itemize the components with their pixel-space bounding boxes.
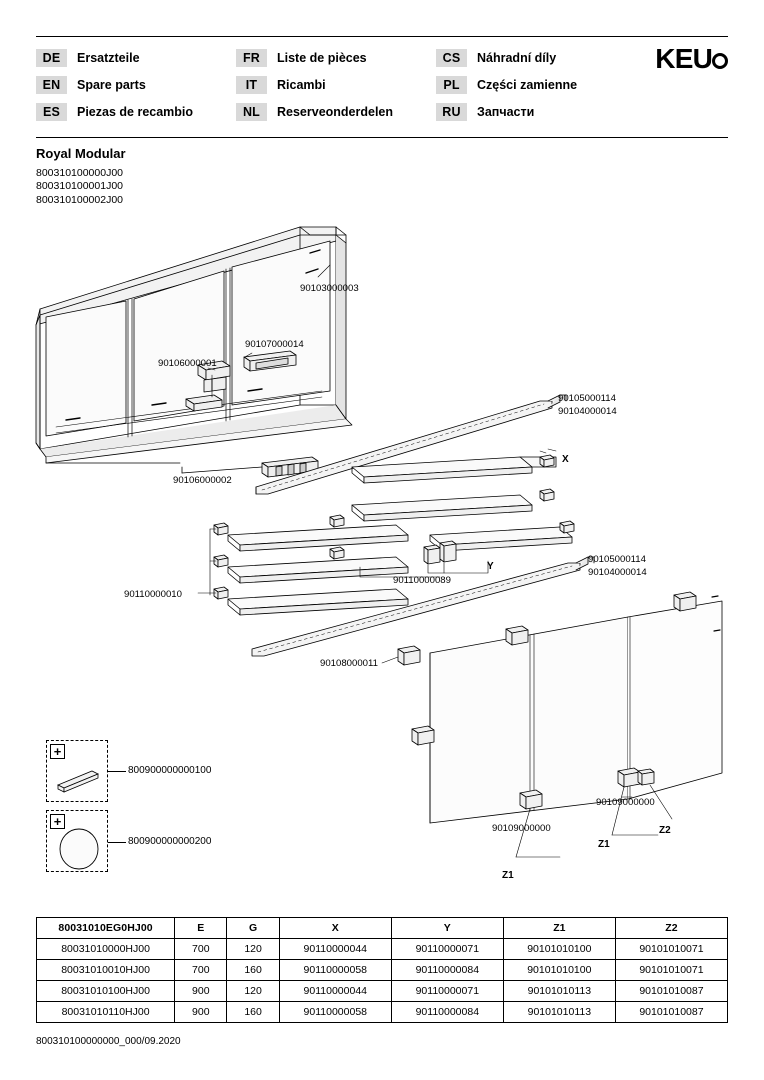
product-code: 800310100002J00 <box>36 193 124 206</box>
language-label: Náhradní díly <box>477 50 557 65</box>
cell-g: 120 <box>227 981 279 1002</box>
language-code: ES <box>36 103 67 121</box>
language-label: Spare parts <box>77 77 146 92</box>
callout-90104000014-bottom: 90104000014 <box>588 567 647 578</box>
language-entry-de <box>36 49 236 67</box>
callout-90110000089: 90110000089 <box>393 575 451 586</box>
col-header-g: G <box>227 918 279 939</box>
language-entry-en <box>36 76 236 94</box>
cell-g: 160 <box>227 960 279 981</box>
cell-e: 700 <box>175 939 227 960</box>
language-entry-ru <box>436 103 596 121</box>
language-code: DE <box>36 49 67 67</box>
col-header-e: E <box>175 918 227 939</box>
variants-table <box>36 917 728 1023</box>
language-code: EN <box>36 76 67 94</box>
language-entry-es <box>36 103 236 121</box>
callout-90103000003: 90103000003 <box>300 283 359 294</box>
cell-z2: 90101010071 <box>615 939 727 960</box>
callout-90105000114-bottom: 90105000114 <box>588 554 646 565</box>
language-label: Ersatzteile <box>77 50 140 65</box>
callout-y: Y <box>487 561 494 572</box>
language-code: NL <box>236 103 267 121</box>
product-code: 800310100000J00 <box>36 167 124 179</box>
cell-y: 90110000071 <box>391 981 503 1002</box>
cell-y: 90110000084 <box>391 960 503 981</box>
accessory-plus-icon-1: + <box>50 744 65 759</box>
callout-90106000001: 90106000001 <box>158 358 217 369</box>
accessory-code-2: 800900000000200 <box>128 836 212 847</box>
table-row <box>37 1002 728 1023</box>
document-footer: 800310100000000_000/09.2020 <box>36 1036 181 1047</box>
model-prefix: 80031010 <box>58 922 106 934</box>
col-header-z1: Z1 <box>503 918 615 939</box>
accessory-leader-2 <box>108 842 126 843</box>
language-row <box>36 44 596 71</box>
cell-g: 160 <box>227 1002 279 1023</box>
col-header-x: X <box>279 918 391 939</box>
cell-x: 90110000044 <box>279 939 391 960</box>
callout-90105000114-top: 90105000114 <box>558 393 616 404</box>
header-rule-top <box>36 36 728 37</box>
product-code-list <box>36 167 123 207</box>
page-title: Royal Modular <box>36 146 126 161</box>
language-entry-fr <box>236 49 436 67</box>
logo-text-pre: KEU <box>655 43 712 74</box>
cell-z2: 90101010071 <box>615 960 727 981</box>
callout-z1-right: Z1 <box>598 839 610 850</box>
cell-g: 120 <box>227 939 279 960</box>
cell-z1: 90101010100 <box>503 960 615 981</box>
language-label: Запчасти <box>477 104 535 119</box>
language-entry-nl <box>236 103 436 121</box>
language-code: RU <box>436 103 467 121</box>
model-suffix: 0HJ00 <box>121 922 153 934</box>
language-row <box>36 98 596 125</box>
keuco-logo <box>655 43 728 75</box>
exploded-diagram <box>0 205 764 895</box>
language-label: Ricambi <box>277 77 326 92</box>
accessory-code-1: 800900000000100 <box>128 765 212 776</box>
cell-model: 80031010110HJ00 <box>37 1002 175 1023</box>
language-grid <box>36 44 596 125</box>
cell-model: 80031010010HJ00 <box>37 960 175 981</box>
language-label: Liste de pièces <box>277 50 367 65</box>
callout-z2: Z2 <box>659 825 671 836</box>
callout-90109000000-left: 90109000000 <box>492 823 551 834</box>
callout-90106000002: 90106000002 <box>173 475 232 486</box>
cell-x: 90110000058 <box>279 1002 391 1023</box>
cell-model: 80031010000HJ00 <box>37 939 175 960</box>
table-row <box>37 960 728 981</box>
cell-z1: 90101010113 <box>503 981 615 1002</box>
diagram-svg <box>0 205 764 895</box>
cell-z1: 90101010113 <box>503 1002 615 1023</box>
callout-90110000010: 90110000010 <box>124 589 182 600</box>
language-code: CS <box>436 49 467 67</box>
cell-y: 90110000071 <box>391 939 503 960</box>
language-code: IT <box>236 76 267 94</box>
col-header-y: Y <box>391 918 503 939</box>
table-header-row <box>37 918 728 939</box>
cell-y: 90110000084 <box>391 1002 503 1023</box>
model-variable: EG <box>105 922 122 934</box>
table-row <box>37 939 728 960</box>
header-rule-bottom <box>36 137 728 138</box>
accessory-leader-1 <box>108 771 126 772</box>
col-header-model <box>37 918 175 939</box>
product-code: 800310100001J00 <box>36 180 124 193</box>
callout-90108000011: 90108000011 <box>320 658 378 669</box>
language-row <box>36 71 596 98</box>
table-row <box>37 981 728 1002</box>
callout-90109000000-right: 90109000000 <box>596 797 655 808</box>
cell-z2: 90101010087 <box>615 1002 727 1023</box>
cell-z1: 90101010100 <box>503 939 615 960</box>
language-label: Reserveonderdelen <box>277 104 394 119</box>
callout-90107000014: 90107000014 <box>245 339 304 350</box>
accessory-sketch-mirror <box>56 827 102 871</box>
language-label: Piezas de recambio <box>77 104 194 119</box>
callout-z1-left: Z1 <box>502 870 514 881</box>
language-entry-it <box>236 76 436 94</box>
cell-x: 90110000044 <box>279 981 391 1002</box>
language-label: Części zamienne <box>477 77 578 92</box>
cell-model: 80031010100HJ00 <box>37 981 175 1002</box>
callout-90104000014-top: 90104000014 <box>558 406 617 417</box>
cell-x: 90110000058 <box>279 960 391 981</box>
language-entry-cs <box>436 49 596 67</box>
cell-z2: 90101010087 <box>615 981 727 1002</box>
accessory-plus-icon-2: + <box>50 814 65 829</box>
language-code: PL <box>436 76 467 94</box>
language-entry-pl <box>436 76 596 94</box>
logo-circle-icon <box>712 53 728 69</box>
accessory-sketch-bar <box>52 765 104 797</box>
cell-e: 900 <box>175 1002 227 1023</box>
col-header-z2: Z2 <box>615 918 727 939</box>
cell-e: 700 <box>175 960 227 981</box>
callout-x: X <box>562 454 569 465</box>
cell-e: 900 <box>175 981 227 1002</box>
language-code: FR <box>236 49 267 67</box>
